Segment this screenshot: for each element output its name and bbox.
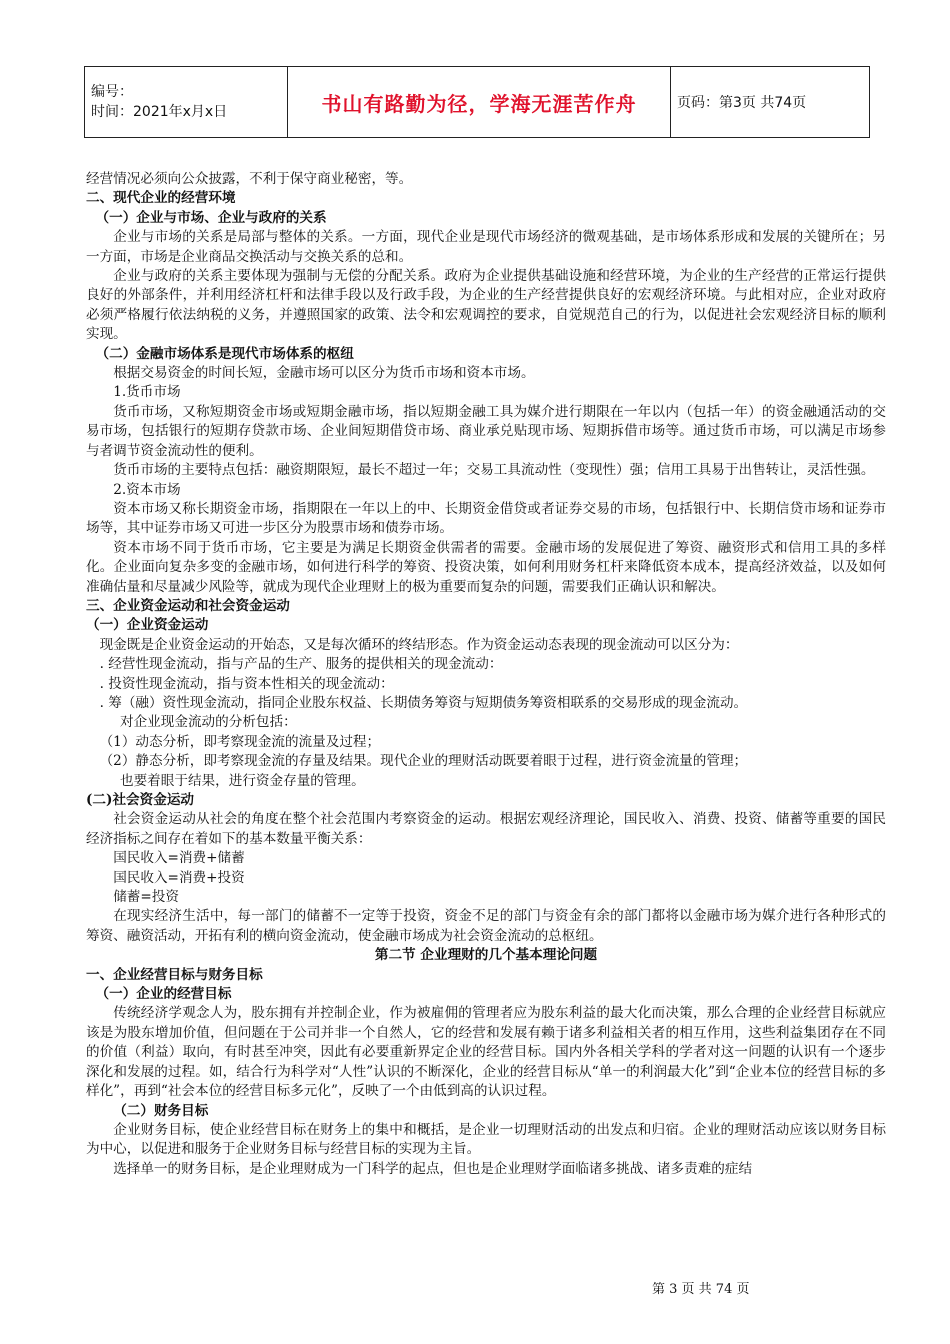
paragraph: 企业与市场的关系是局部与整体的关系。一方面，现代企业是现代市场经济的微观基础，是市场体系形成和发展的关键所在；另一方面，市场是企业商品交换活动与交换关系的总和。 (86, 229, 886, 265)
section-heading: 二、现代企业的经营环境 (86, 190, 236, 207)
header-motto: 书山有路勤为径，学海无涯苦作舟 (288, 67, 671, 138)
paragraph: （2）静态分析，即考察现金流的存量及结果。现代企业的理财活动既要着眼于过程，进行资金流量的管理； (99, 753, 748, 770)
section-heading: （一）企业的经营目标 (95, 986, 232, 1003)
section-heading: （二）金融市场体系是现代市场体系的枢纽 (95, 345, 354, 362)
section-heading: （一）企业资金运动 (86, 617, 209, 634)
paragraph: . 经营性现金流动，指与产品的生产、服务的提供相关的现金流动： (99, 656, 503, 673)
paragraph: 根据交易资金的时间长短，金融市场可以区分为货币市场和资本市场。 (113, 365, 535, 382)
paragraph: 货币市场，又称短期资金市场或短期金融市场，指以短期金融工具为媒介进行期限在一年以内（包括一年）的资金融通活动的交易市场，包括银行的短期存贷款市场、企业间短期借贷市场、商业承兑贴现市场、短期拆借市场等。通过货币市场，可以满足市场参与者调节资金流动性的便利。 (86, 403, 886, 459)
paragraph: . 筹（融）资性现金流动，指同企业股东权益、长期债务筹资与短期债务筹资相联系的交易形成的现金流动。 (99, 694, 748, 711)
paragraph: 现金既是企业资金运动的开始态，又是每次循环的终结形态。作为资金运动态表现的现金流动可以区分为： (99, 636, 739, 653)
paragraph: 资本市场又称长期资金市场，指期限在一年以上的中、长期资金借贷或者证券交易的市场，包括银行中、长期信贷市场和证券市场等，其中证券市场又可进一步区分为股票市场和债券市场。 (86, 500, 886, 537)
paragraph: 企业财务目标，使企业经营目标在财务上的集中和概括，是企业一切理财活动的出发点和归宿。企业的理财活动应该以财务目标为中心，以促进和服务于企业财务目标与经营目标的实现为主旨。 (86, 1121, 886, 1158)
paragraph: 对企业现金流动的分析包括： (120, 714, 297, 731)
section-heading: （二）财务目标 (113, 1102, 209, 1119)
paragraph: 储蓄=投资 (113, 889, 179, 906)
document-body (86, 170, 886, 1179)
section-heading: （一）企业与市场、企业与政府的关系 (95, 209, 327, 226)
paragraph: 国民收入=消费+投资 (113, 869, 245, 886)
paragraph: 社会资金运动从社会的角度在整个社会范围内考察资金的运动。根据宏观经济理论，国民收入、消费、投资、储蓄等重要的国民经济指标之间存在着如下的基本数量平衡关系： (86, 811, 886, 847)
paragraph: . 投资性现金流动，指与资本性相关的现金流动： (99, 675, 394, 692)
paragraph: 货币市场的主要特点包括：融资期限短，最长不超过一年；交易工具流动性（变现性）强；信用工具易于出售转让，灵活性强。 (113, 462, 875, 479)
paragraph: 在现实经济生活中，每一部门的储蓄不一定等于投资，资金不足的部门与资金有余的部门都将以金融市场为媒介进行各种形式的筹资、融资活动，开拓有利的横向资金流动，使金融市场成为社会资金流动的总枢纽。 (86, 908, 886, 944)
header-table (84, 66, 870, 138)
paragraph: （1）动态分析，即考察现金流的流量及过程； (99, 733, 381, 750)
section-heading: 一、企业经营目标与财务目标 (86, 966, 263, 983)
paragraph: 也要着眼于结果，进行资金存量的管理。 (120, 772, 365, 789)
paragraph: 企业与政府的关系主要体现为强制与无偿的分配关系。政府为企业提供基础设施和经营环境，为企业的生产经营的正常运行提供良好的外部条件，并利用经济杠杆和法律手段以及行政手段，为企业的生产经营提供良好的宏观经济环境。与此相对应，企业对政府必须严格履行依法纳税的义务，并遵照国家的政策、法令和宏观调控的要求，自觉规范自己的行为，以促进社会宏观经济目标的顺利实现。 (86, 268, 886, 343)
section-heading: (二)社会资金运动 (86, 792, 195, 808)
header-page-label: 页码：第3页 共74页 (671, 67, 870, 138)
paragraph: 国民收入=消费+储蓄 (113, 850, 245, 867)
paragraph: 传统经济学观念人为，股东拥有并控制企业，作为被雇佣的管理者应为股东利益的最大化而决策，那么合理的企业经营目标就应该是为股东增加价值，但问题在于公司并非一个自然人，它的经营和发展有赖于诸多利益相关者的相互作用，这些利益集团存在不同的价值（利益）取向，有时甚至冲突，因此有必要重新界定企业的经营目标。国内外各相关学科的学者对这一问题的认识有一个逐步深化和发展的过程。如，结合行为科学对“人性”认识的不断深化，企业的经营目标从“单一的利润最大化”到“企业本位的经营目标的多样化”，再到“社会本位的经营目标多元化”，反映了一个由低到高的认识过程。 (86, 1005, 886, 1100)
doc-time-label: 时间：2021年x月x日 (91, 104, 228, 120)
paragraph: 经营情况必须向公众披露，不利于保守商业秘密，等。 (86, 171, 413, 187)
paragraph: 选择单一的财务目标，是企业理财成为一门科学的起点，但也是企业理财学面临诸多挑战、诸多责难的症结 (113, 1160, 753, 1177)
paragraph: 1.货币市场 (113, 384, 181, 401)
paragraph: 2.资本市场 (113, 481, 181, 498)
doc-number-label: 编号： (91, 84, 133, 100)
section-heading: 三、企业资金运动和社会资金运动 (86, 597, 290, 614)
header-meta (85, 67, 288, 138)
section-heading: 第二节 企业理财的几个基本理论问题 (374, 947, 598, 964)
page-footer: 第 3 页 共 74 页 (652, 1282, 750, 1297)
paragraph: 资本市场不同于货币市场，它主要是为满足长期资金供需者的需要。金融市场的发展促进了筹资、融资形式和信用工具的多样化。企业面向复杂多变的金融市场，如何进行科学的筹资、投资决策，如何利用财务杠杆来降低资本成本，提高经济效益，以及如何准确估量和尽量减少风险等，就成为现代企业理财上的极为重要而复杂的问题，需要我们正确认识和解决。 (86, 539, 886, 595)
